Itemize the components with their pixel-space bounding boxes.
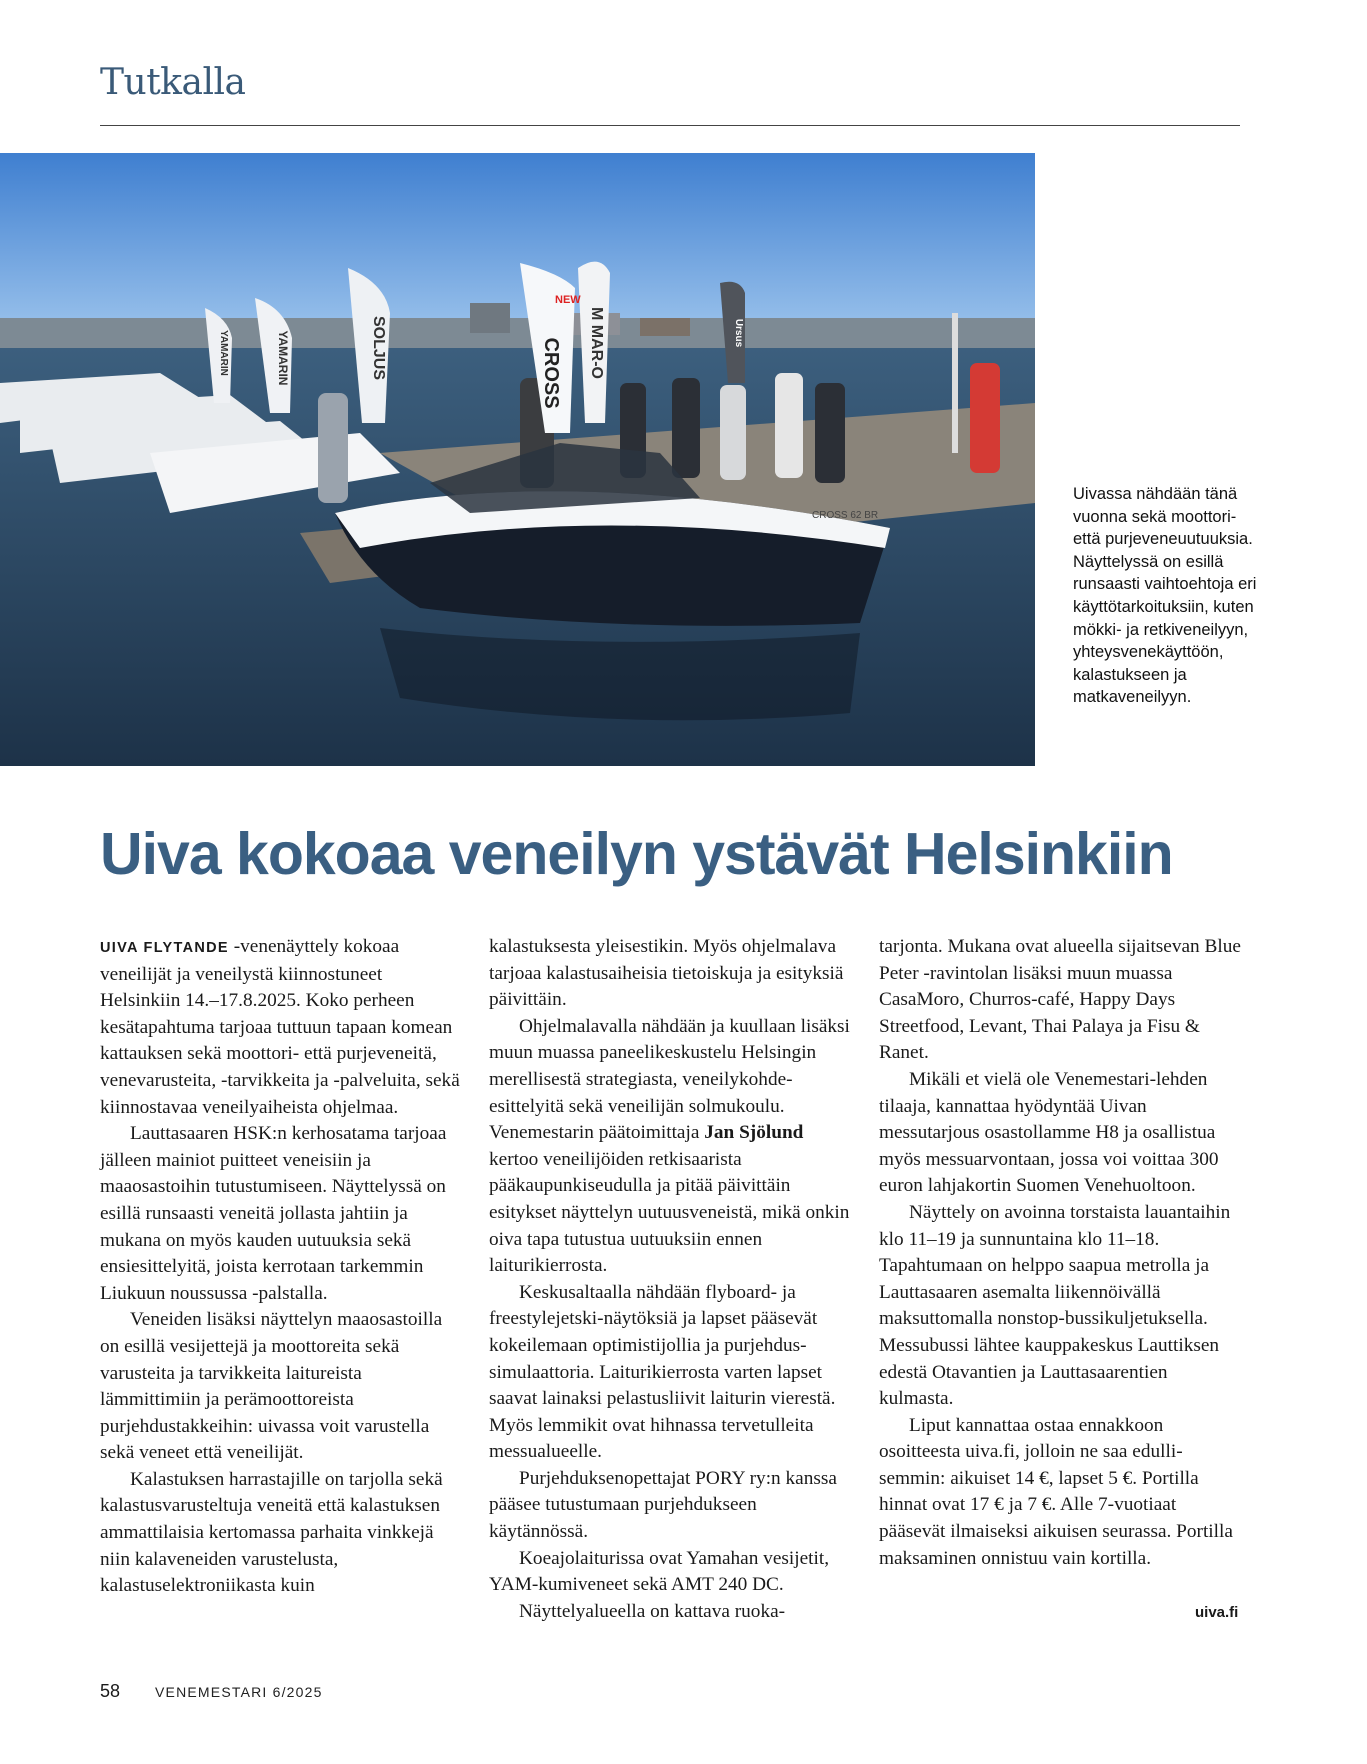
lead-in: UIVA FLYTANDE (100, 940, 229, 956)
page-number: 58 (100, 1681, 121, 1701)
paragraph: Mikäli et vielä ole Venemestari-lehden tilaaja, kannattaa hyödyntää Uivan messutarjous osastollamme H8 ja osallistua myös messuarvontaan, jossa voi voittaa 300 euron lahjakortin Suomen Venehuoltoon. (879, 1068, 1219, 1197)
header-rule (100, 125, 1240, 126)
magazine-issue: VENEMESTARI 6/2025 (155, 1684, 323, 1700)
paragraph: Näyttely on avoinna torstaista lauantaihin klo 11–19 ja sunnuntaina klo 11–18. Tapahtumaan on helppo saapua metrolla ja Lauttasaaren asemalta liikennöivällä maksuttomalla nonstop-bussikuljetuksella. Messubussi lähtee kauppakeskus Lauttiksen edestä Otavantien ja Lauttasaarentien kulmasta. (879, 1201, 1231, 1410)
paragraph: Näyttelyalueella on kattava ruoka- (519, 1600, 786, 1622)
skyline (0, 318, 1035, 348)
paragraph: Purjehduksenopettajat PORY ry:n kanssa pääsee tutustumaan purjehdukseen käytännössä. (489, 1467, 837, 1543)
paragraph: Lauttasaaren HSK:n kerhosatama tarjoaa jälleen mainiot puitteet veneisiin ja maaosastoihin tutustumiseen. Näyttelyssä on esillä runsaasti veneitä jollasta jahtiin ja mukana on myös kauden uutuuksia sekä ensiesittelyitä, joista kerrotaan tarkemmin Liukuun noussussa -palstalla. (100, 1123, 447, 1304)
flag-text-soljus: SOLJUS (370, 315, 387, 381)
section-title: Tutkalla (100, 62, 246, 103)
flag-text-ursus: Ursus (733, 318, 744, 348)
flag-text-yamarin-2: YAMARIN (218, 330, 229, 376)
paragraph: Kalastuksen harrastajille on tarjolla sekä kalastusvarusteltuja veneitä että kalastuksen ammattilaisia kertomassa parhaita vinkkejä niin kalaveneiden varustelusta, kalastuselektroniikasta kuin (100, 1468, 443, 1597)
editor-name: Jan Sjölund (704, 1122, 804, 1144)
article-column-2 (489, 934, 851, 1625)
paragraph: kalastuksesta yleisestikin. Myös ohjelmalava tarjoaa kalastusaiheisia tietoiskuja ja esityksiä päivittäin. (489, 936, 844, 1011)
boat-show-photo (0, 153, 1035, 766)
paragraph: Liput kannattaa ostaa ennakkoon osoitteesta uiva.fi, jolloin ne saa edullisemmin: aikuiset 14 €, lapset 5 €. Portilla hinnat ovat 17 € ja 7 €. Alle 7-vuotiaat pääsevät ilmaiseksi aikuisen seurassa. Portilla maksaminen onnistuu vain kortilla. (879, 1414, 1233, 1569)
paragraph: UIVA FLYTANDE -venenäyttely kokoaa veneilijät ja veneilystä kiinnostuneet Helsinkiin 14.–17.8.2025. Koko perheen kesätapahtuma tarjoaa tuttuun tapaan komean kattauksen sekä moottori- että purjeveneitä, venevarusteita, -tarvikkeita ja -palveluita, sekä kiinnostavaa veneilyaiheista ohjelmaa. (100, 936, 460, 1118)
paragraph: tarjonta. Mukana ovat alueella sijaitsevan Blue Peter -ravintolan lisäksi muun muassa CasaMoro, Churros-café, Happy Days Streetfood, Levant, Thai Palaya ja Fisu & Ranet. (879, 936, 1241, 1064)
flag-text-yamarin: YAMARIN (276, 330, 290, 386)
paragraph: Keskusaltaalla nähdään flyboard- ja freestylejetski-näytöksiä ja lapset pääsevät kokeilemaan optimistijollia ja purjehdussimulaattoria. Laiturikierrosta varten lapset saavat lainaksi pelastusliivit laiturin vierestä. Myös lemmikit ovat hihnassa tervetulleita messualueelle. (489, 1281, 836, 1463)
flag-text-maro: M MAR-O (588, 307, 605, 379)
source-signature: uiva.fi (1195, 1604, 1239, 1621)
flag-text-cross: CROSS (540, 337, 562, 409)
paragraph: Ohjelmalavalla nähdään ja kuullaan lisäksi muun muassa paneelikeskustelu Helsingin merellisestä strategiasta, veneilykohde-esittelyitä sekä veneilijän solmukoulu. Venemestarin päätoimittaja Jan Sjölund kertoo veneilijöiden retkisaarista pääkaupunkiseudulla ja pitää päivittäin esitykset näyttelyn uutuusveneistä, mikä onkin oiva tapa tutustua uutuuksiin ennen laiturikierrosta. (489, 1015, 850, 1277)
flag-text-new: NEW (555, 294, 581, 306)
paragraph: Koeajolaiturissa ovat Yamahan vesijetit, YAM-kumiveneet sekä AMT 240 DC. (489, 1547, 830, 1596)
photo-caption: Uivassa nähdään tänä vuonna sekä moottori- että purjeveneuutuuksia. Näyttelyssä on esillä runsaasti vaihtoehtoja eri käyttötarkoituksiin, kuten mökki- ja retkiveneilyyn, yhteysvenekäyttöön, kalastukseen ja matkaveneilyyn. (1073, 485, 1257, 707)
hull-label: CROSS 62 BR (812, 510, 879, 521)
article-headline: Uiva kokoaa veneilyn ystävät Helsinkiin (100, 821, 1173, 887)
article-column-1 (100, 934, 462, 1600)
paragraph: Veneiden lisäksi näyttelyn maaosastoilla on esillä vesijettejä ja moottoreita sekä varusteita ja tarvikkeita laitureista lämmittimiin ja perämoottoreista purjehdustakkeihin: uivassa voit varustella sekä veneet että veneilijät. (100, 1309, 443, 1464)
article-column-3 (879, 934, 1241, 1572)
